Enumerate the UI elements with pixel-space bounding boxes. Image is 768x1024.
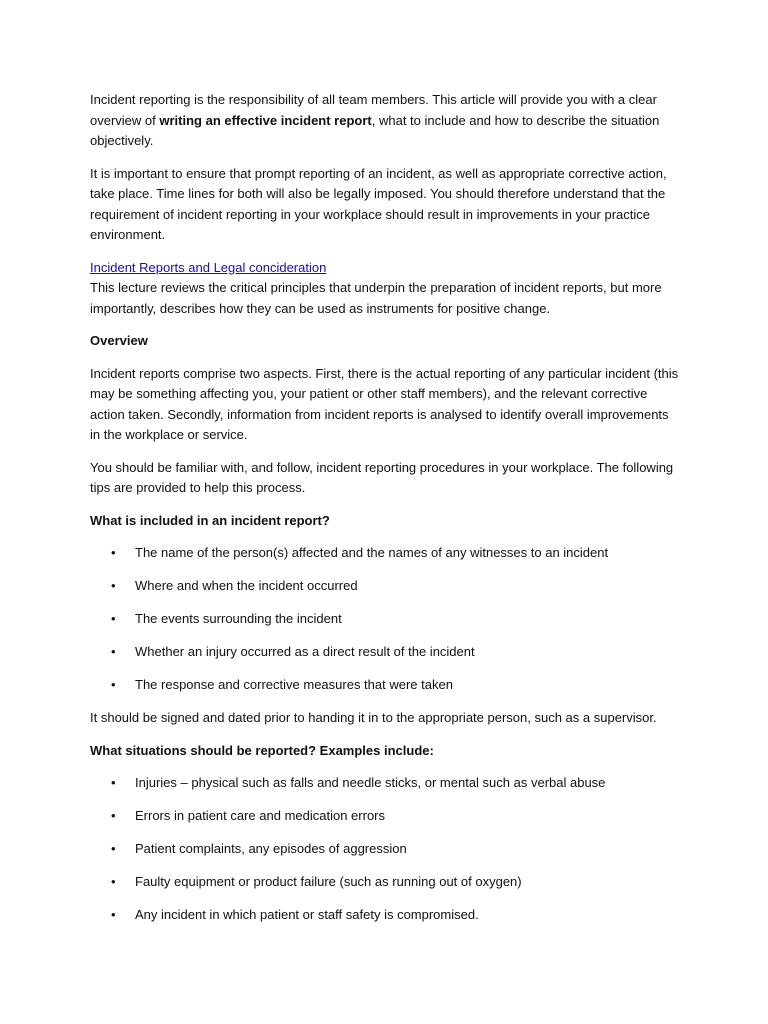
list-item	[90, 773, 680, 794]
bullet-icon: •	[111, 677, 116, 692]
intro-bold-phrase: writing an effective incident report	[159, 112, 372, 128]
list-item-text: Whether an injury occurred as a direct result of the incident	[135, 644, 475, 659]
importance-paragraph: It is important to ensure that prompt reporting of an incident, as well as appropriate corrective action, take place. Time lines for both will also be legally imposed. You should therefore understand that the requirement of incident reporting in your workplace should result in improvements in your practice environment.	[90, 165, 667, 242]
list-item-text: Faulty equipment or product failure (such as running out of oxygen)	[135, 874, 522, 889]
included-heading: What is included in an incident report?	[90, 512, 330, 528]
bullet-icon: •	[111, 907, 116, 922]
list-item-text: The events surrounding the incident	[135, 611, 342, 626]
included-list	[90, 543, 680, 696]
bullet-icon: •	[111, 545, 116, 560]
list-item	[90, 806, 680, 827]
list-item-text: Any incident in which patient or staff safety is compromised.	[135, 907, 479, 922]
list-item-text: The response and corrective measures that were taken	[135, 677, 453, 692]
bullet-icon: •	[111, 578, 116, 593]
bullet-icon: •	[111, 874, 116, 889]
overview-heading: Overview	[90, 333, 148, 348]
overview-paragraph-1: Incident reports comprise two aspects. First, there is the actual reporting of any particular incident (this may be something affecting you, your patient or other staff members), and the relevant corrective action taken. Secondly, information from incident reports is analysed to identify overall improvements in the workplace or service.	[90, 365, 679, 442]
list-item-text: Where and when the incident occurred	[135, 578, 358, 593]
overview-paragraph-2: You should be familiar with, and follow, incident reporting procedures in your workplace. The following tips are provided to help this process.	[90, 459, 674, 495]
list-item-text: The name of the person(s) affected and the names of any witnesses to an incident	[135, 545, 609, 560]
bullet-icon: •	[111, 808, 116, 823]
list-item	[90, 675, 680, 696]
situations-list	[90, 773, 680, 926]
intro-text-start: Incident reporting is the responsibility of all team members. This article will provide you with a clear overview of	[90, 92, 657, 128]
intro-text-end: , what to include and how to describe the situation objectively.	[90, 112, 660, 148]
list-item	[90, 872, 680, 893]
lecture-link[interactable]: Incident Reports and Legal concideration	[90, 259, 327, 275]
list-item	[90, 905, 680, 926]
list-item-text: Injuries – physical such as falls and needle sticks, or mental such as verbal abuse	[135, 775, 606, 790]
list-item	[90, 576, 680, 597]
bullet-icon: •	[111, 611, 116, 626]
intro-paragraph	[90, 90, 680, 152]
list-item	[90, 839, 680, 860]
bullet-icon: •	[111, 644, 116, 659]
situations-heading: What situations should be reported? Examples include:	[90, 742, 434, 758]
signing-note: It should be signed and dated prior to handing it in to the appropriate person, such as a supervisor.	[90, 710, 657, 725]
bullet-icon: •	[111, 775, 116, 790]
list-item-text: Errors in patient care and medication errors	[135, 808, 386, 823]
list-item-text: Patient complaints, any episodes of aggression	[135, 841, 407, 856]
lecture-text: This lecture reviews the critical principles that underpin the preparation of incident reports, but more importantly, describes how they can be used as instruments for positive change.	[90, 280, 662, 316]
list-item	[90, 543, 680, 564]
lecture-block	[90, 258, 680, 320]
bullet-icon: •	[111, 841, 116, 856]
document-page	[90, 90, 680, 938]
list-item	[90, 642, 680, 663]
list-item	[90, 609, 680, 630]
